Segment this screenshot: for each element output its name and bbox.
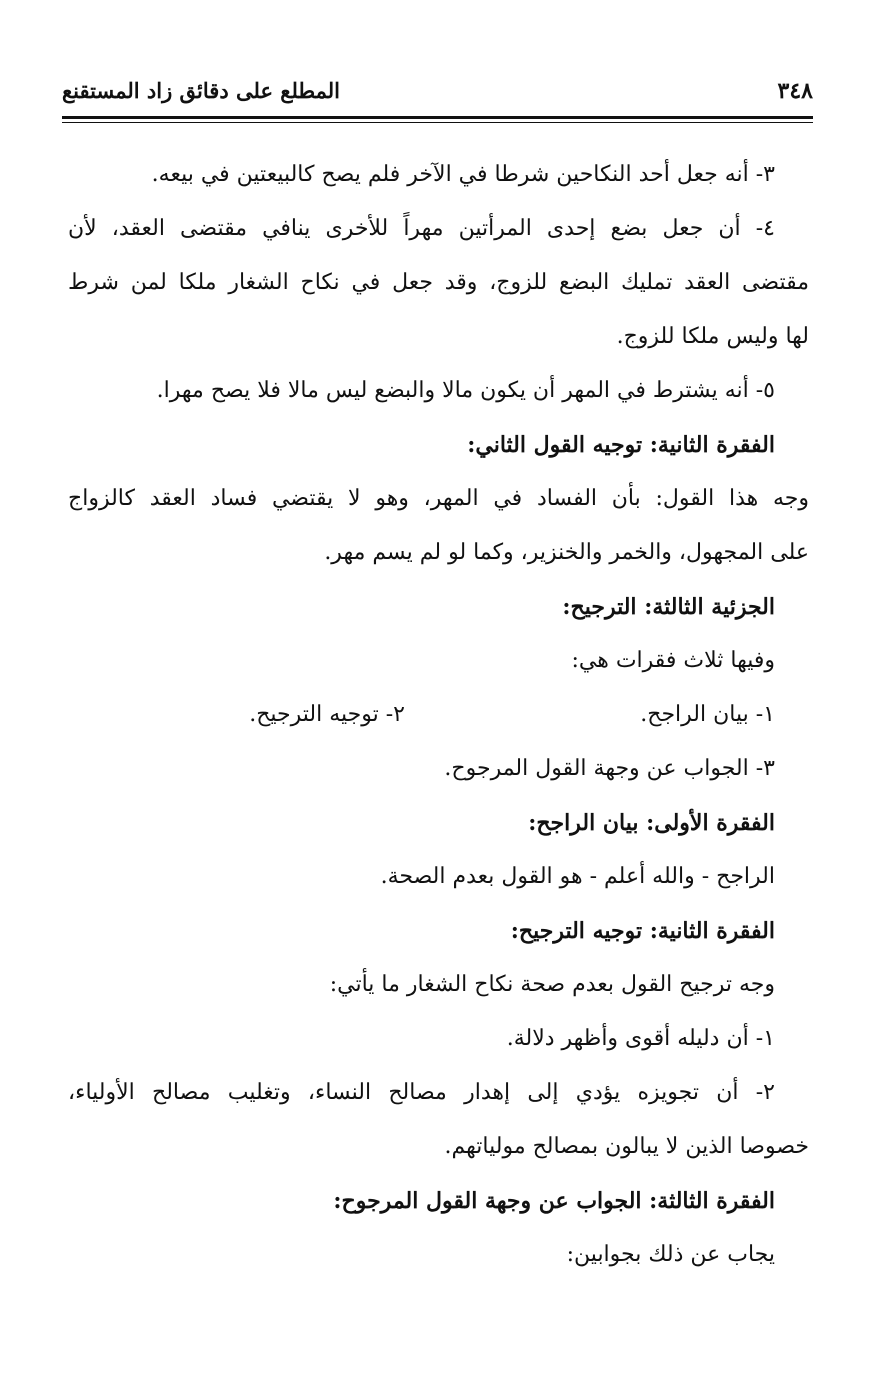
list-item: ٤- أن جعل بضع إحدى المرأتين مهراً للأخرى ينافي مقتضى العقد، لأن — [68, 216, 775, 241]
paragraph-line: وجه هذا القول: بأن الفساد في المهر، وهو لا يقتضي فساد العقد كالزواج — [68, 486, 809, 511]
paragraph-line: لها وليس ملكا للزوج. — [616, 324, 809, 349]
page-number: ٣٤٨ — [777, 78, 813, 104]
list-item: ١- أن دليله أقوى وأظهر دلالة. — [506, 1026, 775, 1051]
section-heading: الفقرة الأولى: بيان الراجح: — [528, 810, 775, 836]
paragraph-line: مقتضى العقد تمليك البضع للزوج، وقد جعل في نكاح الشغار ملكا لمن شرط — [68, 270, 809, 295]
book-title: المطلع على دقائق زاد المستقنع — [62, 78, 341, 103]
header-rule-thin — [62, 122, 813, 123]
header-rule-thick — [62, 116, 813, 119]
section-heading: الجزئية الثالثة: الترجيح: — [562, 594, 775, 620]
paragraph-line: على المجهول، والخمر والخنزير، وكما لو لم يسم مهر. — [324, 540, 809, 565]
list-item: ٢- أن تجويزه يؤدي إلى إهدار مصالح النساء، وتغليب مصالح الأولياء، — [68, 1080, 775, 1105]
paragraph-line: الراجح - والله أعلم - هو القول بعدم الصحة. — [380, 864, 775, 889]
paragraph-line: وجه ترجيح القول بعدم صحة نكاح الشغار ما يأتي: — [329, 972, 775, 997]
section-heading: الفقرة الثانية: توجيه الترجيح: — [510, 918, 775, 944]
list-item: ٣- أنه جعل أحد النكاحين شرطا في الآخر فلم يصح كالبيعتين في بيعه. — [151, 162, 775, 187]
list-item: ١- بيان الراجح. — [640, 702, 775, 727]
paragraph-line: خصوصا الذين لا يبالون بمصالح مولياتهم. — [444, 1134, 809, 1159]
section-heading: الفقرة الثانية: توجيه القول الثاني: — [467, 432, 775, 458]
paragraph-line: يجاب عن ذلك بجوابين: — [566, 1242, 775, 1267]
list-item: ٥- أنه يشترط في المهر أن يكون مالا والبضع ليس مالا فلا يصح مهرا. — [156, 378, 775, 403]
list-item: ٣- الجواب عن وجهة القول المرجوح. — [444, 756, 775, 781]
section-heading: الفقرة الثالثة: الجواب عن وجهة القول المرجوح: — [333, 1188, 775, 1214]
list-row — [68, 688, 775, 742]
page-header — [62, 78, 813, 114]
list-item: ٢- توجيه الترجيح. — [249, 702, 405, 727]
paragraph-line: وفيها ثلاث فقرات هي: — [571, 648, 775, 673]
